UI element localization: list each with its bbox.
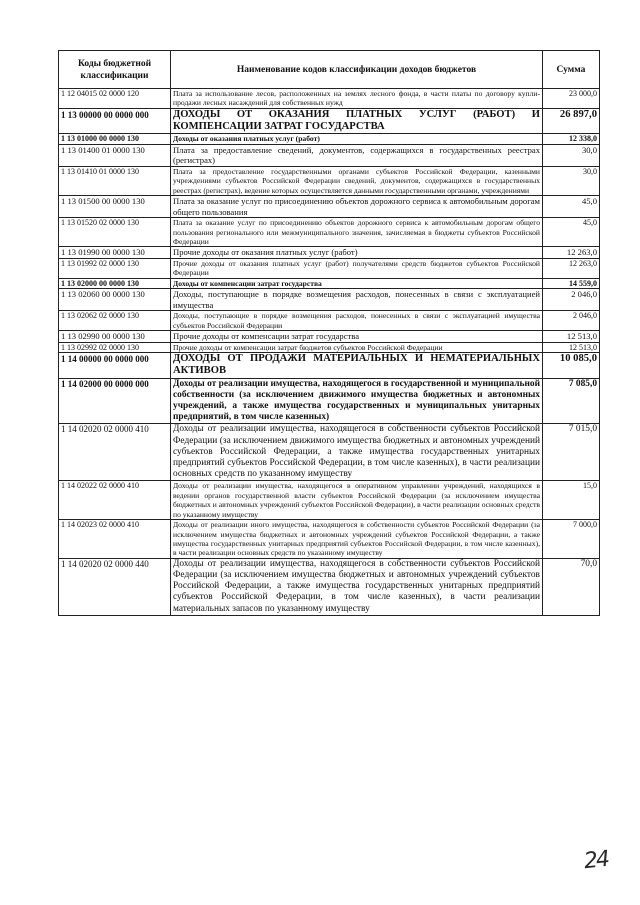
row-code: 1 12 04015 02 0000 120 (59, 89, 171, 109)
page-number: 24 (582, 846, 610, 875)
table-header-row (59, 51, 600, 89)
row-sum: 12 263,0 (543, 259, 600, 279)
table-row (59, 218, 600, 247)
row-sum: 30,0 (543, 166, 600, 195)
row-sum: 2 046,0 (543, 289, 600, 311)
row-code: 1 13 00000 00 0000 000 (59, 108, 171, 133)
row-sum: 15,0 (543, 481, 600, 520)
row-sum: 10 085,0 (543, 353, 600, 378)
table-row (59, 278, 600, 288)
row-code: 1 13 02060 00 0000 130 (59, 289, 171, 311)
row-sum: 12 338,0 (543, 134, 600, 144)
table-row (59, 134, 600, 144)
row-name: Доходы от реализации имущества, находящегося в собственности субъектов Российской Федерации (за исключением движимого имущества бюджетных и автономных учреждений субъектов Российской Федерации, а также имущества государственных унитарных предприятий субъектов Российской Федерации, в том числе казенных), в части реализации основных средств по указанному имуществу (171, 424, 543, 481)
table-row (59, 144, 600, 166)
row-sum: 12 513,0 (543, 342, 600, 352)
row-sum: 14 559,0 (543, 278, 600, 288)
row-code: 1 13 02990 00 0000 130 (59, 331, 171, 343)
row-name: Плата за использование лесов, расположенных на землях лесного фонда, в части платы по договору купли-продажи лесных насаждений для собственных нужд (171, 89, 543, 109)
revenue-classification-table (58, 50, 600, 616)
table-row (59, 108, 600, 133)
row-sum: 12 513,0 (543, 331, 600, 343)
row-sum: 26 897,0 (543, 108, 600, 133)
row-sum: 7 000,0 (543, 520, 600, 559)
row-name: Доходы от компенсации затрат государства (171, 278, 543, 288)
row-name: Прочие доходы от компенсации затрат государства (171, 331, 543, 343)
row-name: Доходы от реализации имущества, находящегося в государственной и муниципальной собственности (за исключением движимого имущества бюджетных и автономных учреждений, а также имущества государственных и муниципальных унитарных предприятий, в том числе казенных) (171, 378, 543, 424)
row-sum: 2 046,0 (543, 311, 600, 331)
header-name: Наименование кодов классификации доходов бюджетов (171, 51, 543, 89)
row-code: 1 14 02023 02 0000 410 (59, 520, 171, 559)
row-name: Плата за оказание услуг по присоединению объектов дорожного сервиса к автомобильным дорогам общего пользования регионального или межмуниципального значения, зачисляемая в бюджеты субъектов Российской Федерации (171, 218, 543, 247)
row-name: Доходы от реализации иного имущества, находящегося в собственности субъектов Российской Федерации (за исключением имущества бюджетных и автономных учреждений субъектов Российской Федерации, а также имущества государственных унитарных предприятий субъектов Российской Федерации, в том числе казенных), в части реализации основных средств по указанному имуществу (171, 520, 543, 559)
row-sum: 7 085,0 (543, 378, 600, 424)
row-name: Прочие доходы от компенсации затрат бюджетов субъектов Российской Федерации (171, 342, 543, 352)
row-code: 1 14 02000 00 0000 000 (59, 378, 171, 424)
table-row (59, 424, 600, 481)
table-row (59, 259, 600, 279)
row-code: 1 13 01500 00 0000 130 (59, 196, 171, 218)
row-code: 1 14 02022 02 0000 410 (59, 481, 171, 520)
row-code: 1 13 02000 00 0000 130 (59, 278, 171, 288)
row-name: ДОХОДЫ ОТ ОКАЗАНИЯ ПЛАТНЫХ УСЛУГ (РАБОТ) И КОМПЕНСАЦИИ ЗАТРАТ ГОСУДАРСТВА (171, 108, 543, 133)
table-row (59, 353, 600, 378)
header-code: Коды бюджетной классификации (59, 51, 171, 89)
row-name: Доходы от реализации имущества, находящегося в оперативном управлении учреждений, находящихся в ведении органов государственной власти субъектов Российской Федерации (за исключением имущества бюджетных и автономных учреждений субъектов Российской Федерации), в части реализации основных средств по указанному имуществу (171, 481, 543, 520)
row-sum: 45,0 (543, 218, 600, 247)
table-row (59, 342, 600, 352)
table-row (59, 520, 600, 559)
row-name: Доходы, поступающие в порядке возмещения расходов, понесенных в связи с эксплуатацией имущества (171, 289, 543, 311)
row-name: Плата за оказание услуг по присоединению объектов дорожного сервиса к автомобильным дорогам общего пользования (171, 196, 543, 218)
row-code: 1 14 02020 02 0000 410 (59, 424, 171, 481)
row-code: 1 13 01000 00 0000 130 (59, 134, 171, 144)
row-code: 1 13 01520 02 0000 130 (59, 218, 171, 247)
table-row (59, 247, 600, 259)
table-row (59, 289, 600, 311)
row-code: 1 13 02062 02 0000 130 (59, 311, 171, 331)
row-name: Плата за предоставление государственными органами субъектов Российской Федерации, казенными учреждениями субъектов Российской Федерации сведений, документов, содержащихся в государственных реестрах (регистрах), ведение которых осуществляется данными государственными органами, учреждениями (171, 166, 543, 195)
row-sum: 12 263,0 (543, 247, 600, 259)
row-name: Доходы от оказания платных услуг (работ) (171, 134, 543, 144)
row-code: 1 13 01410 01 0000 130 (59, 166, 171, 195)
table-row (59, 166, 600, 195)
row-name: ДОХОДЫ ОТ ПРОДАЖИ МАТЕРИАЛЬНЫХ И НЕМАТЕРИАЛЬНЫХ АКТИВОВ (171, 353, 543, 378)
table-row (59, 331, 600, 343)
row-name: Прочие доходы от оказания платных услуг (работ) получателями средств бюджетов субъектов Российской Федерации (171, 259, 543, 279)
row-sum: 7 015,0 (543, 424, 600, 481)
row-sum: 45,0 (543, 196, 600, 218)
row-name: Доходы от реализации имущества, находящегося в собственности субъектов Российской Федерации (за исключением имущества бюджетных и автономных учреждений субъектов Российской Федерации, а также имущества государственных унитарных предприятий субъектов Российской Федерации, в том числе казенных), в части реализации материальных запасов по указанному имуществу (171, 558, 543, 615)
table-row (59, 196, 600, 218)
table-row (59, 311, 600, 331)
row-code: 1 13 02992 02 0000 130 (59, 342, 171, 352)
row-name: Прочие доходы от оказания платных услуг (работ) (171, 247, 543, 259)
row-name: Плата за предоставление сведений, документов, содержащихся в государственных реестрах (регистрах) (171, 144, 543, 166)
row-code: 1 14 00000 00 0000 000 (59, 353, 171, 378)
table-row (59, 481, 600, 520)
row-name: Доходы, поступающие в порядке возмещения расходов, понесенных в связи с эксплуатацией имущества субъектов Российской Федерации (171, 311, 543, 331)
table-row (59, 378, 600, 424)
row-code: 1 13 01990 00 0000 130 (59, 247, 171, 259)
row-code: 1 13 01992 02 0000 130 (59, 259, 171, 279)
row-code: 1 14 02020 02 0000 440 (59, 558, 171, 615)
header-sum: Сумма (543, 51, 600, 89)
row-code: 1 13 01400 01 0000 130 (59, 144, 171, 166)
row-sum: 30,0 (543, 144, 600, 166)
row-sum: 23 000,0 (543, 89, 600, 109)
table-body (59, 89, 600, 616)
row-sum: 70,0 (543, 558, 600, 615)
table-row (59, 89, 600, 109)
table-row (59, 558, 600, 615)
